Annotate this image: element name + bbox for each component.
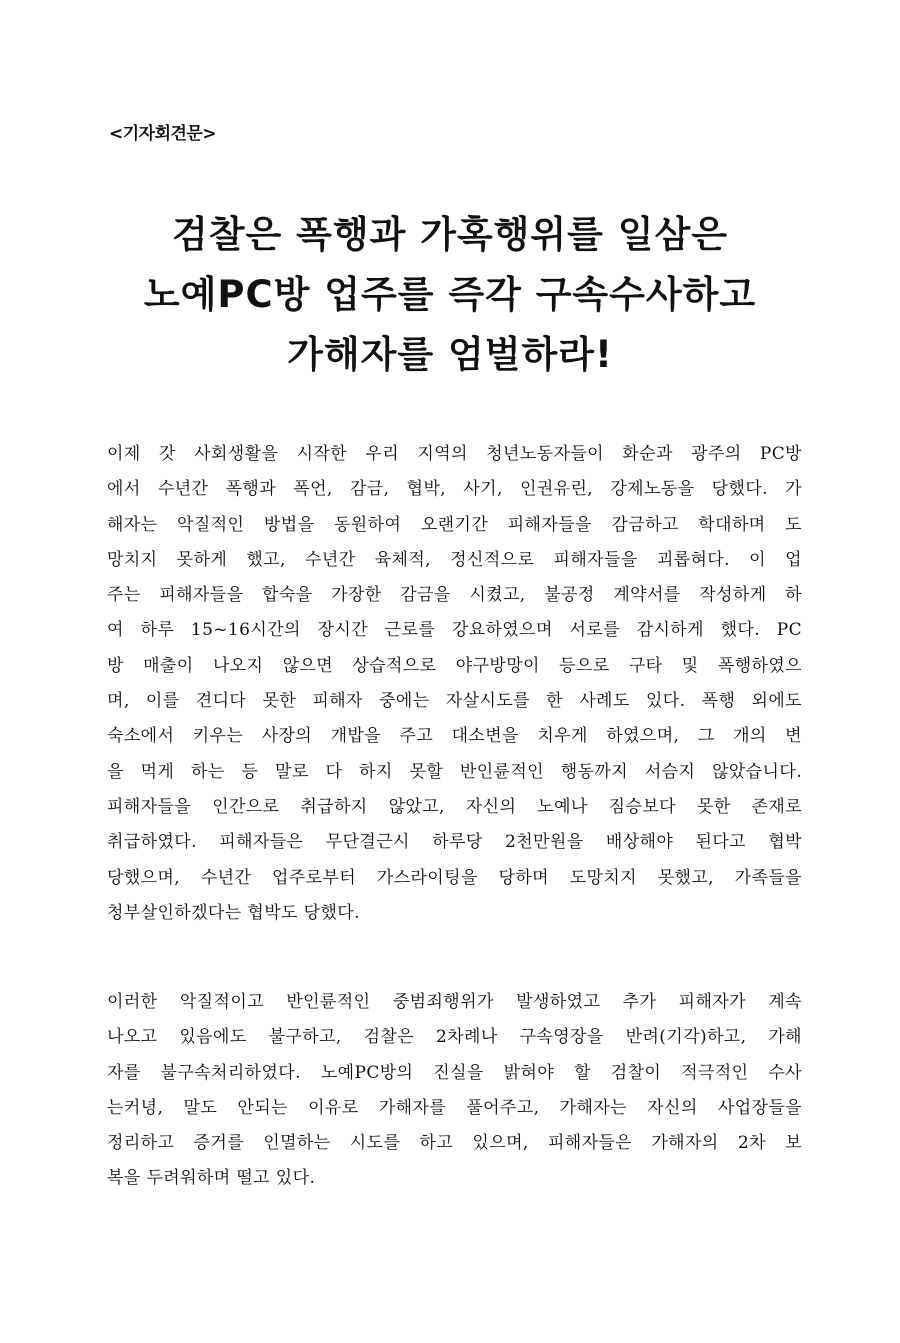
title-line: 노예PC방 업주를 즉각 구속수사하고 [143,273,757,316]
paragraph-line: 피해자들을 인간으로 취급하지 않았고, 자신의 노예나 짐승보다 못한 존재로 [107,796,802,817]
paragraph-line: 방 매출이 나오지 않으면 상습적으로 야구방망이 등으로 구타 및 폭행하였으 [107,655,802,676]
paragraph-line: 숙소에서 키우는 사장의 개밥을 주고 대소변을 치우게 하였으며, 그 개의 변 [107,726,802,747]
paragraph-line: 여 하루 15~16시간의 장시간 근로를 강요하였으며 서로를 감시하게 했다. PC [107,620,802,641]
body-paragraph-2 [107,985,802,1197]
paragraph-line: 이러한 악질적이고 반인륜적인 중범죄행위가 발생하였고 추가 피해자가 계속 [107,992,802,1012]
paragraph-line: 복을 두려워하며 떨고 있다. [107,1168,316,1189]
paragraph-line: 나오고 있음에도 불구하고, 검찰은 2차례나 구속영장을 반려(기각)하고, 가해 [107,1027,802,1048]
press-release-title [0,205,900,385]
paragraph-line: 해자는 악질적인 방법을 동원하여 오랜기간 피해자들을 감금하고 학대하며 도 [107,514,802,535]
title-line: 가해자를 엄벌하라! [287,333,613,376]
paragraph-line: 당했으며, 수년간 업주로부터 가스라이팅을 당하며 도망치지 못했고, 가족들을 [107,867,802,888]
paragraph-line: 자를 불구속처리하였다. 노예PC방의 진실을 밝혀야 할 검찰이 적극적인 수사 [107,1062,802,1083]
body-paragraph-1 [107,437,802,931]
title-line: 검찰은 폭행과 가혹행위를 일삼은 [171,213,729,256]
paragraph-line: 에서 수년간 폭행과 폭언, 감금, 협박, 사기, 인권유린, 강제노동을 당했다. 가 [107,479,802,500]
paragraph-line: 청부살인하겠다는 협박도 당했다. [107,902,360,923]
paragraph-line: 을 먹게 하는 등 말로 다 하지 못할 반인륜적인 행동까지 서슴지 않았습니다. [107,761,802,782]
paragraph-line: 정리하고 증거를 인멸하는 시도를 하고 있으며, 피해자들은 가해자의 2차 보 [107,1133,802,1154]
paragraph-line: 주는 피해자들을 합숙을 가장한 감금을 시켰고, 불공정 계약서를 작성하게 하 [107,585,802,606]
paragraph-line: 망치지 못하게 했고, 수년간 육체적, 정신적으로 피해자들을 괴롭혀다. 이 업 [107,549,802,570]
document-type-label: <기자회견문> [109,124,217,144]
paragraph-line: 는커녕, 말도 안되는 이유로 가해자를 풀어주고, 가해자는 자신의 사업장들을 [107,1097,802,1118]
paragraph-line: 취급하였다. 피해자들은 무단결근시 하루당 2천만원을 배상해야 된다고 협박 [107,832,802,853]
paragraph-line: 며, 이를 견디다 못한 피해자 중에는 자살시도를 한 사례도 있다. 폭행 외에도 [107,691,802,712]
paragraph-line: 이제 갓 사회생활을 시작한 우리 지역의 청년노동자들이 화순과 광주의 PC방 [107,444,802,464]
